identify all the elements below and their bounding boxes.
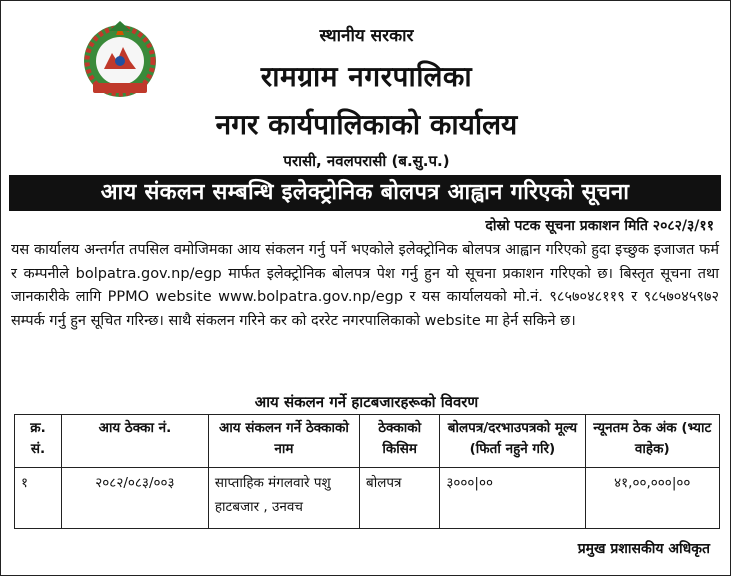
municipality-name: रामग्राम नगरपालिका [260, 60, 473, 93]
notice-body: यस कार्यालय अन्तर्गत तपसिल वमोजिमका आय संकलन गर्नु पर्ने भएकोले इलेक्ट्रोनिक बोलपत्र आह्वान गरिएको हुदा इच्छुक इजाजत फर्म र कम्पनीले bolpatra.gov.np/egp मार्फत इलेक्ट्रोनिक बोलपत्र पेश गर्नु हुन यो सूचना प्रकाशन गरिएको छ। बिस्तृत सूचना तथा जानकारीके लागि PPMO website www.bolpatra.gov.np/egp र यस कार्यालयको मो.नं. ९८५७०४८११९ र ९८५७०४५९७२ सम्पर्क गर्नु हुन सूचित गरिन्छ। साथै संकलन गरिने कर को दररेट नगरपालिकाको website मा हेर्न सकिने छ। [11, 242, 719, 329]
cell-contract-type: बोलपत्र [360, 468, 440, 529]
office-name: नगर कार्यपालिकाको कार्यालय [215, 108, 518, 141]
col-header-min-amount: न्यूनतम ठेक अंक (भ्याट वाहेक) [585, 415, 719, 468]
col-header-contract-no: आय ठेक्का नं. [61, 415, 208, 468]
col-header-serial: क्र. सं. [15, 415, 62, 468]
col-header-contract-type: ठेक्काको किसिम [360, 415, 440, 468]
cell-contract-name: साप्ताहिक मंगलवारे पशु हाटबजार , उनवच [208, 468, 359, 529]
table-title: आय संकलन गर्ने हाटबजारहरूको विवरण [254, 393, 479, 411]
cell-min-amount: ४१,००,०००|०० [585, 468, 719, 529]
contract-table [14, 414, 720, 529]
local-government-label: स्थानीय सरकार [319, 26, 414, 46]
cell-serial: १ [15, 468, 62, 529]
office-location: परासी, नवलपरासी (ब.सु.प.) [283, 152, 450, 170]
notice-title-banner: आय संकलन सम्बन्धि इलेक्ट्रोनिक बोलपत्र आह्वान गरिएको सूचना [9, 175, 721, 211]
col-header-contract-name: आय संकलन गर्ने ठेक्काको नाम [208, 415, 359, 468]
table-header-row [15, 415, 720, 468]
republish-date: दोस्रो पटक सूचना प्रकाशन मिति २०८२/३/११ [485, 218, 714, 234]
table-row [15, 468, 720, 529]
cell-bid-price: ३०००|०० [440, 468, 585, 529]
signoff-title: प्रमुख प्रशासकीय अधिकृत [577, 541, 710, 557]
cell-contract-no: २०८२/०८३/००३ [61, 468, 208, 529]
col-header-bid-price: बोलपत्र/दरभाउपत्रको मूल्य (फिर्ता नहुने गरि) [440, 415, 585, 468]
